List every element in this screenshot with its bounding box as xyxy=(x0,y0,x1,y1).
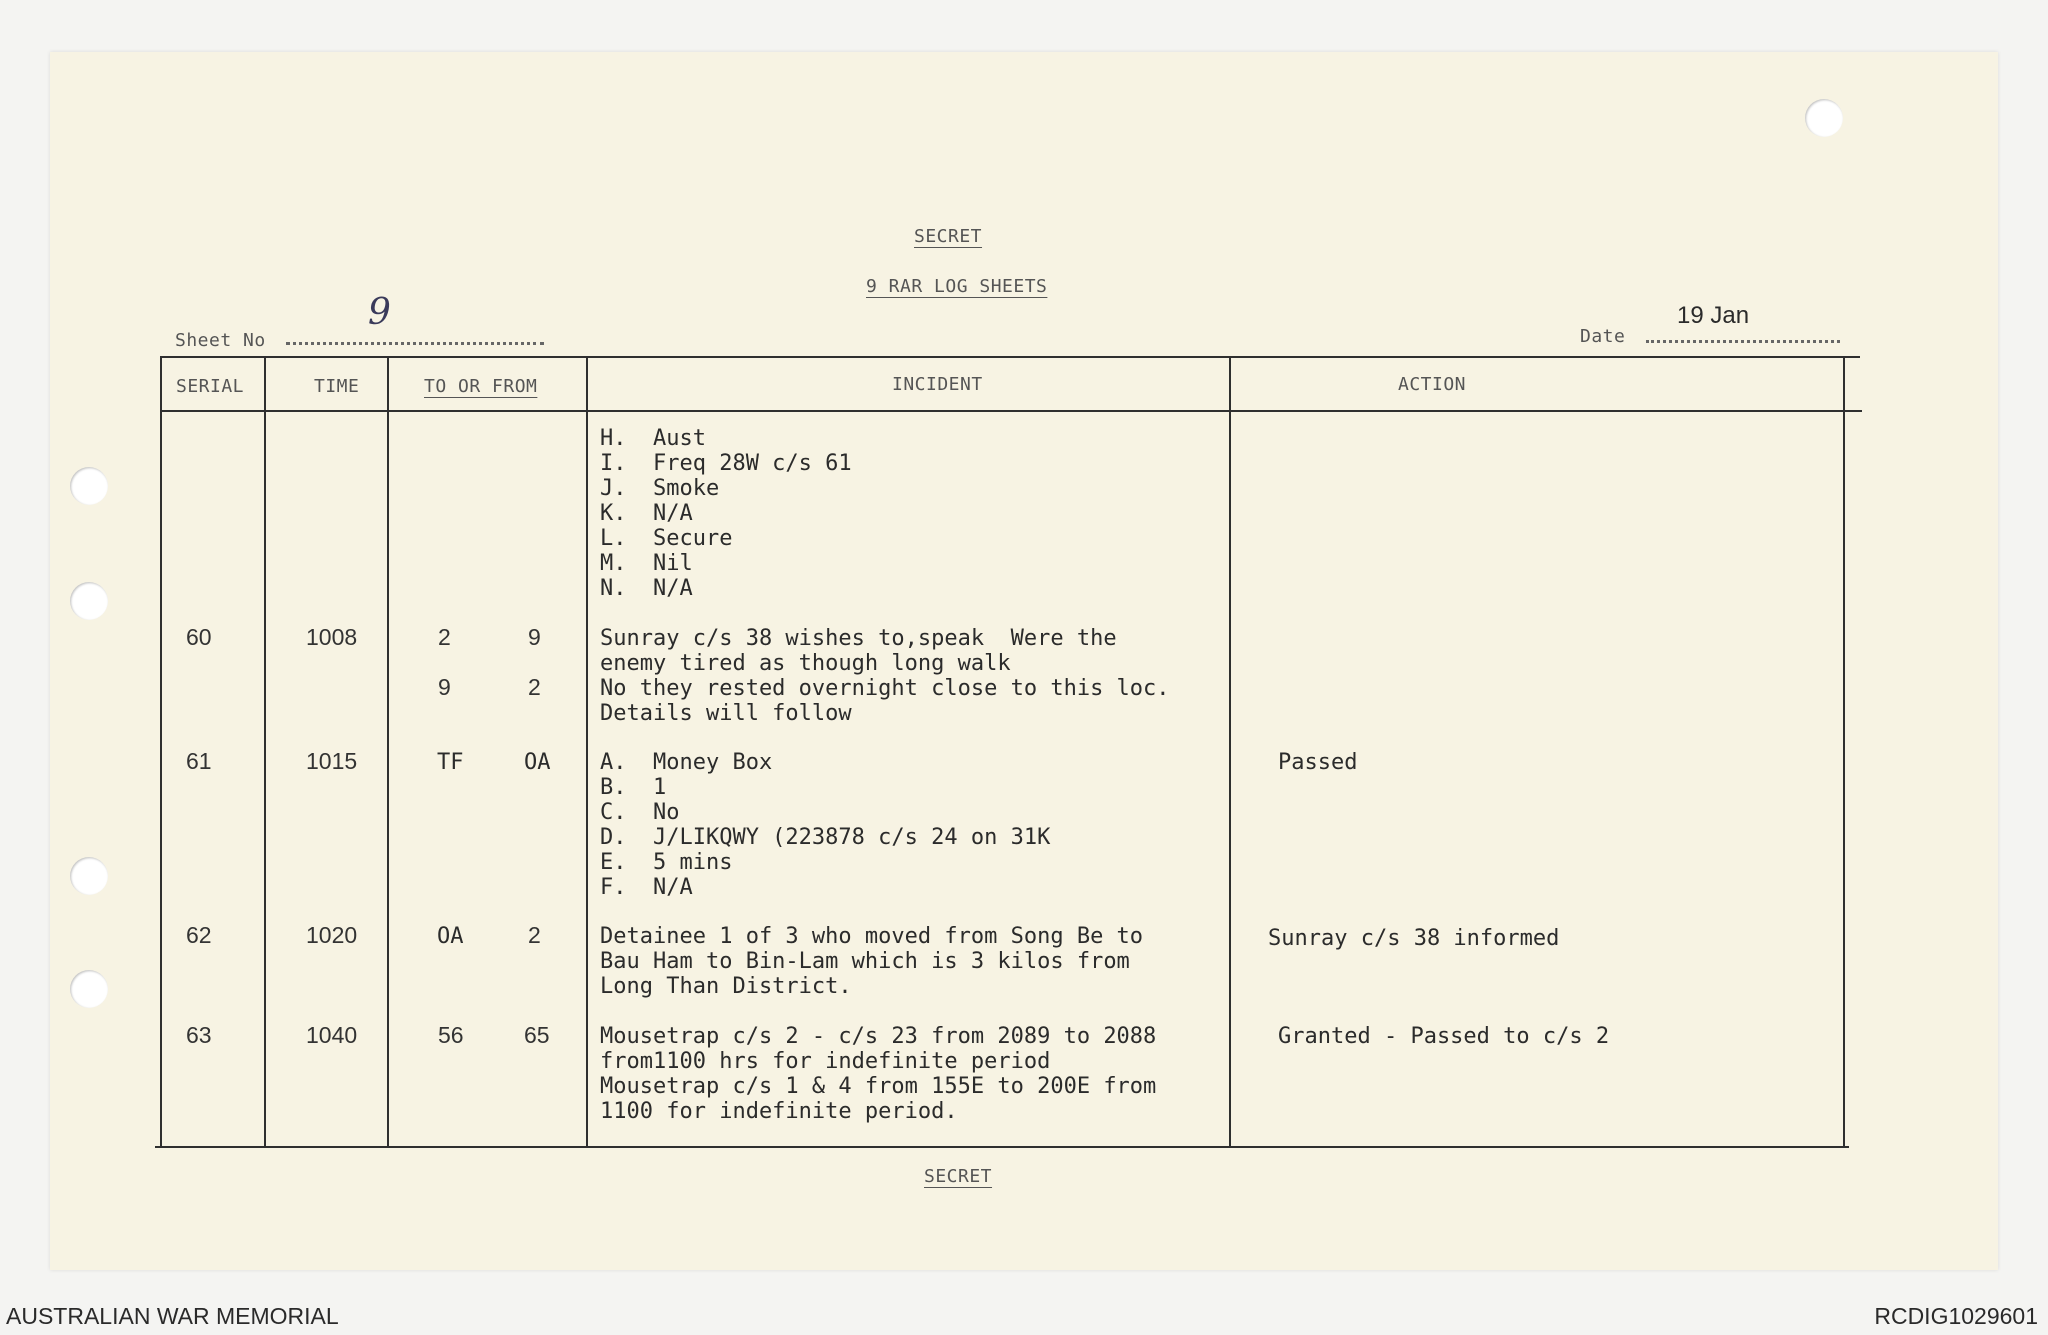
incident-line: Mousetrap c/s 1 & 4 from 155E to 200E from xyxy=(600,1074,1157,1099)
column-divider xyxy=(1843,356,1845,1148)
document-title: 9 RAR LOG SHEETS xyxy=(866,276,1048,297)
column-divider xyxy=(586,356,588,1148)
row-from: 2 xyxy=(528,922,541,948)
row-serial: 62 xyxy=(186,922,212,948)
incident-line: F. N/A xyxy=(600,875,693,900)
row-serial: 63 xyxy=(186,1022,212,1048)
row-to: OA xyxy=(437,924,464,949)
punch-hole-icon xyxy=(1805,99,1843,137)
date-value: 19 Jan xyxy=(1677,302,1750,329)
incident-line: B. 1 xyxy=(600,775,667,800)
punch-hole-icon xyxy=(70,970,108,1008)
incident-line: Bau Ham to Bin-Lam which is 3 kilos from xyxy=(600,949,1130,974)
incident-line: D. J/LIKQWY (223878 c/s 24 on 31K xyxy=(600,825,1051,850)
column-header-time: TIME xyxy=(314,376,360,397)
column-header-incident: INCIDENT xyxy=(892,374,983,395)
column-divider xyxy=(264,356,266,1148)
sheet-label: Sheet No xyxy=(175,330,266,351)
row-time: 1008 xyxy=(306,624,358,650)
incident-line: E. 5 mins xyxy=(600,850,733,875)
row-serial: 61 xyxy=(186,748,212,774)
incident-line: A. Money Box xyxy=(600,750,773,775)
archive-credit: AUSTRALIAN WAR MEMORIAL xyxy=(6,1303,339,1329)
sheet-number: 9 xyxy=(368,292,391,333)
punch-hole-icon xyxy=(70,582,108,620)
punch-hole-icon xyxy=(70,857,108,895)
incident-line: I. Freq 28W c/s 61 xyxy=(600,451,852,476)
column-header-action: ACTION xyxy=(1398,374,1467,395)
column-divider xyxy=(160,356,162,1148)
incident-line: K. N/A xyxy=(600,501,693,526)
row-to: 9 xyxy=(438,674,451,700)
incident-line: N. N/A xyxy=(600,576,693,601)
row-action: Sunray c/s 38 informed xyxy=(1268,926,1560,951)
incident-line: M. Nil xyxy=(600,551,693,576)
archive-id: RCDIG1029601 xyxy=(1874,1303,2038,1329)
column-header-serial: SERIAL xyxy=(176,376,245,397)
column-header-to-or-from: TO OR FROM xyxy=(424,376,538,397)
incident-line: C. No xyxy=(600,800,680,825)
row-to: TF xyxy=(437,750,464,775)
log-sheet-paper xyxy=(50,52,1998,1270)
punch-hole-icon xyxy=(70,467,108,505)
incident-line: Sunray c/s 38 wishes to,speak Were the xyxy=(600,626,1117,651)
date-line xyxy=(1646,340,1840,343)
row-time: 1015 xyxy=(306,748,358,774)
column-divider xyxy=(387,356,389,1148)
incident-line: Detainee 1 of 3 who moved from Song Be to xyxy=(600,924,1144,949)
incident-line: Long Than District. xyxy=(600,974,852,999)
row-action: Granted - Passed to c/s 2 xyxy=(1278,1024,1610,1049)
row-from: 65 xyxy=(524,1022,550,1048)
row-serial: 60 xyxy=(186,624,212,650)
sheet-number-line xyxy=(286,342,544,345)
incident-line: from1100 hrs for indefinite period xyxy=(600,1049,1051,1074)
table-bottom-border xyxy=(155,1146,1849,1148)
row-time: 1040 xyxy=(306,1022,358,1048)
incident-line: enemy tired as though long walk xyxy=(600,651,1011,676)
table-header-border xyxy=(160,410,1862,412)
row-to: 2 xyxy=(438,624,451,650)
table-top-border xyxy=(160,356,1860,358)
incident-line: J. Smoke xyxy=(600,476,720,501)
row-time: 1020 xyxy=(306,922,358,948)
column-divider xyxy=(1229,356,1231,1148)
incident-line: H. Aust xyxy=(600,426,706,451)
incident-line: 1100 for indefinite period. xyxy=(600,1099,958,1124)
row-from: 9 xyxy=(528,624,541,650)
incident-line: Details will follow xyxy=(600,701,852,726)
incident-line: Mousetrap c/s 2 - c/s 23 from 2089 to 2088 xyxy=(600,1024,1157,1049)
date-label: Date xyxy=(1580,326,1626,347)
row-from: OA xyxy=(524,750,551,775)
classification-bottom: SECRET xyxy=(924,1166,993,1187)
classification-top: SECRET xyxy=(914,226,983,247)
row-to: 56 xyxy=(438,1022,464,1048)
row-action: Passed xyxy=(1278,750,1358,775)
incident-line: No they rested overnight close to this loc. xyxy=(600,676,1170,701)
incident-line: L. Secure xyxy=(600,526,733,551)
row-from: 2 xyxy=(528,674,541,700)
